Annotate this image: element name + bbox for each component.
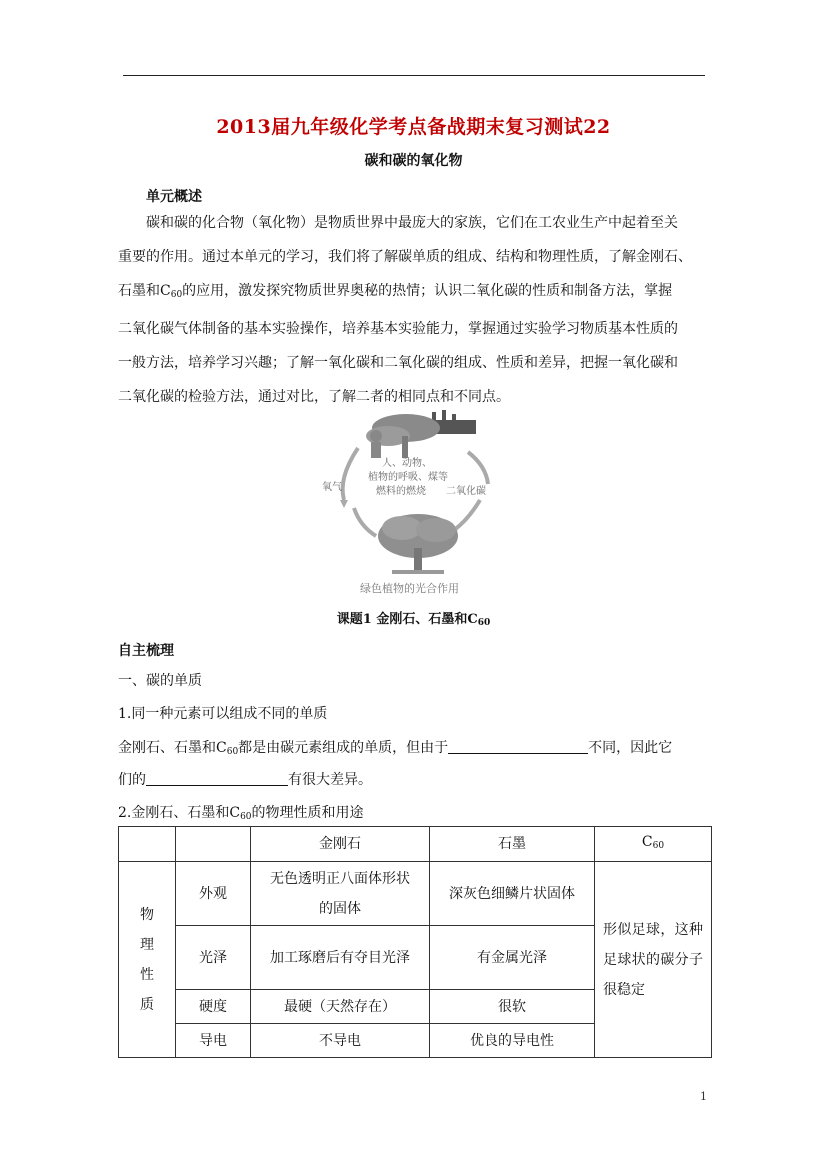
properties-table (118, 826, 712, 1058)
fill-blank-structure[interactable] (448, 739, 588, 754)
figure-label-people: 人、动物、 (382, 458, 432, 469)
study-fill-line-2: 们的 有很大差异。 (118, 772, 372, 788)
overview-line-6: 二氧化碳的检验方法，通过对比，了解二者的相同点和不同点。 (118, 389, 510, 405)
header-rule (123, 75, 705, 76)
diamond-appearance: 无色透明正八面体形状的固体 (251, 862, 430, 926)
overview-heading: 单元概述 (146, 189, 202, 205)
figure-label-fuel: 燃料的燃烧 (376, 486, 426, 497)
figure-label-co2: 二氧化碳 (446, 486, 486, 497)
group-char: 理 (140, 936, 154, 953)
overview-line-2: 重要的作用。通过本单元的学习，我们将了解碳单质的组成、结构和物理性质，了解金刚石、 (118, 249, 692, 265)
prop-conductivity: 导电 (176, 1024, 251, 1058)
diamond-conductivity: 不导电 (251, 1024, 430, 1058)
figure-label-photosynthesis: 绿色植物的光合作用 (360, 582, 459, 595)
graphite-luster: 有金属光泽 (430, 926, 595, 990)
table-header-row (119, 827, 712, 862)
study-item-physical-properties: 2.金刚石、石墨和$C_{60}$的物理性质和用途 (118, 805, 364, 822)
prop-appearance: 外观 (176, 862, 251, 926)
overview-line-3: 石墨和$C_{60}$的应用，激发探究物质世界奥秘的热情；认识二氧化碳的性质和制备方法，掌握 (118, 283, 673, 300)
header-diamond: 金刚石 (251, 827, 430, 862)
arrow-head-left (340, 500, 348, 508)
figure-label-breath: 植物的呼吸、煤等 (368, 472, 448, 483)
study-item-allotropes: 1.同一种元素可以组成不同的单质 (118, 706, 328, 722)
diamond-hardness: 最硬（天然存在） (251, 990, 430, 1024)
overview-line-4: 二氧化碳气体制备的基本实验操作，培养基本实验能力，掌握通过实验学习物质基本性质的 (118, 321, 678, 337)
study-fill-line-1: 金刚石、石墨和$C_{60}$都是由碳元素组成的单质，但由于 不同，因此它 (118, 740, 673, 757)
prop-luster: 光泽 (176, 926, 251, 990)
prop-hardness: 硬度 (176, 990, 251, 1024)
group-physical-properties (119, 862, 176, 1058)
person-icon (370, 430, 382, 458)
study-item-carbon-elements: 一、碳的单质 (118, 673, 202, 689)
table-row (119, 862, 712, 926)
group-char: 质 (140, 996, 154, 1013)
document-subtitle: 碳和碳的氧化物 (364, 153, 463, 169)
overview-line-1: 碳和碳的化合物（氧化物）是物质世界中最庞大的家族，它们在工农业生产中起着至关 (146, 215, 678, 231)
overview-line-5: 一般方法，培养学习兴趣；了解一氧化碳和二氧化碳的组成、性质和差异，把握一氧化碳和 (118, 355, 678, 371)
figure-label-oxygen: 氧气 (322, 482, 342, 493)
lesson-caption: 课题1 金刚石、石墨和$C_{60}$ (336, 612, 491, 628)
page-number: 1 (700, 1090, 707, 1103)
table-corner-cell (119, 827, 176, 862)
graphite-hardness: 很软 (430, 990, 595, 1024)
graphite-conductivity: 优良的导电性 (430, 1024, 595, 1058)
header-graphite: 石墨 (430, 827, 595, 862)
carbon-cycle-figure (318, 408, 518, 600)
header-c60: $C_{60}$ (595, 827, 712, 862)
fill-blank-properties[interactable] (146, 771, 288, 786)
diamond-luster: 加工琢磨后有夺目光泽 (251, 926, 430, 990)
overview-paragraph (118, 206, 710, 414)
document-title: 2013届九年级化学考点备战期末复习测试22 (216, 116, 611, 138)
c60-description: 形似足球，这种足球状的碳分子很稳定 (595, 862, 712, 1058)
table-corner-cell (176, 827, 251, 862)
tree-bottom-icon (378, 514, 458, 574)
graphite-appearance: 深灰色细鳞片状固体 (430, 862, 595, 926)
study-heading: 自主梳理 (118, 643, 174, 659)
group-char: 性 (140, 966, 154, 983)
group-char: 物 (140, 906, 154, 923)
